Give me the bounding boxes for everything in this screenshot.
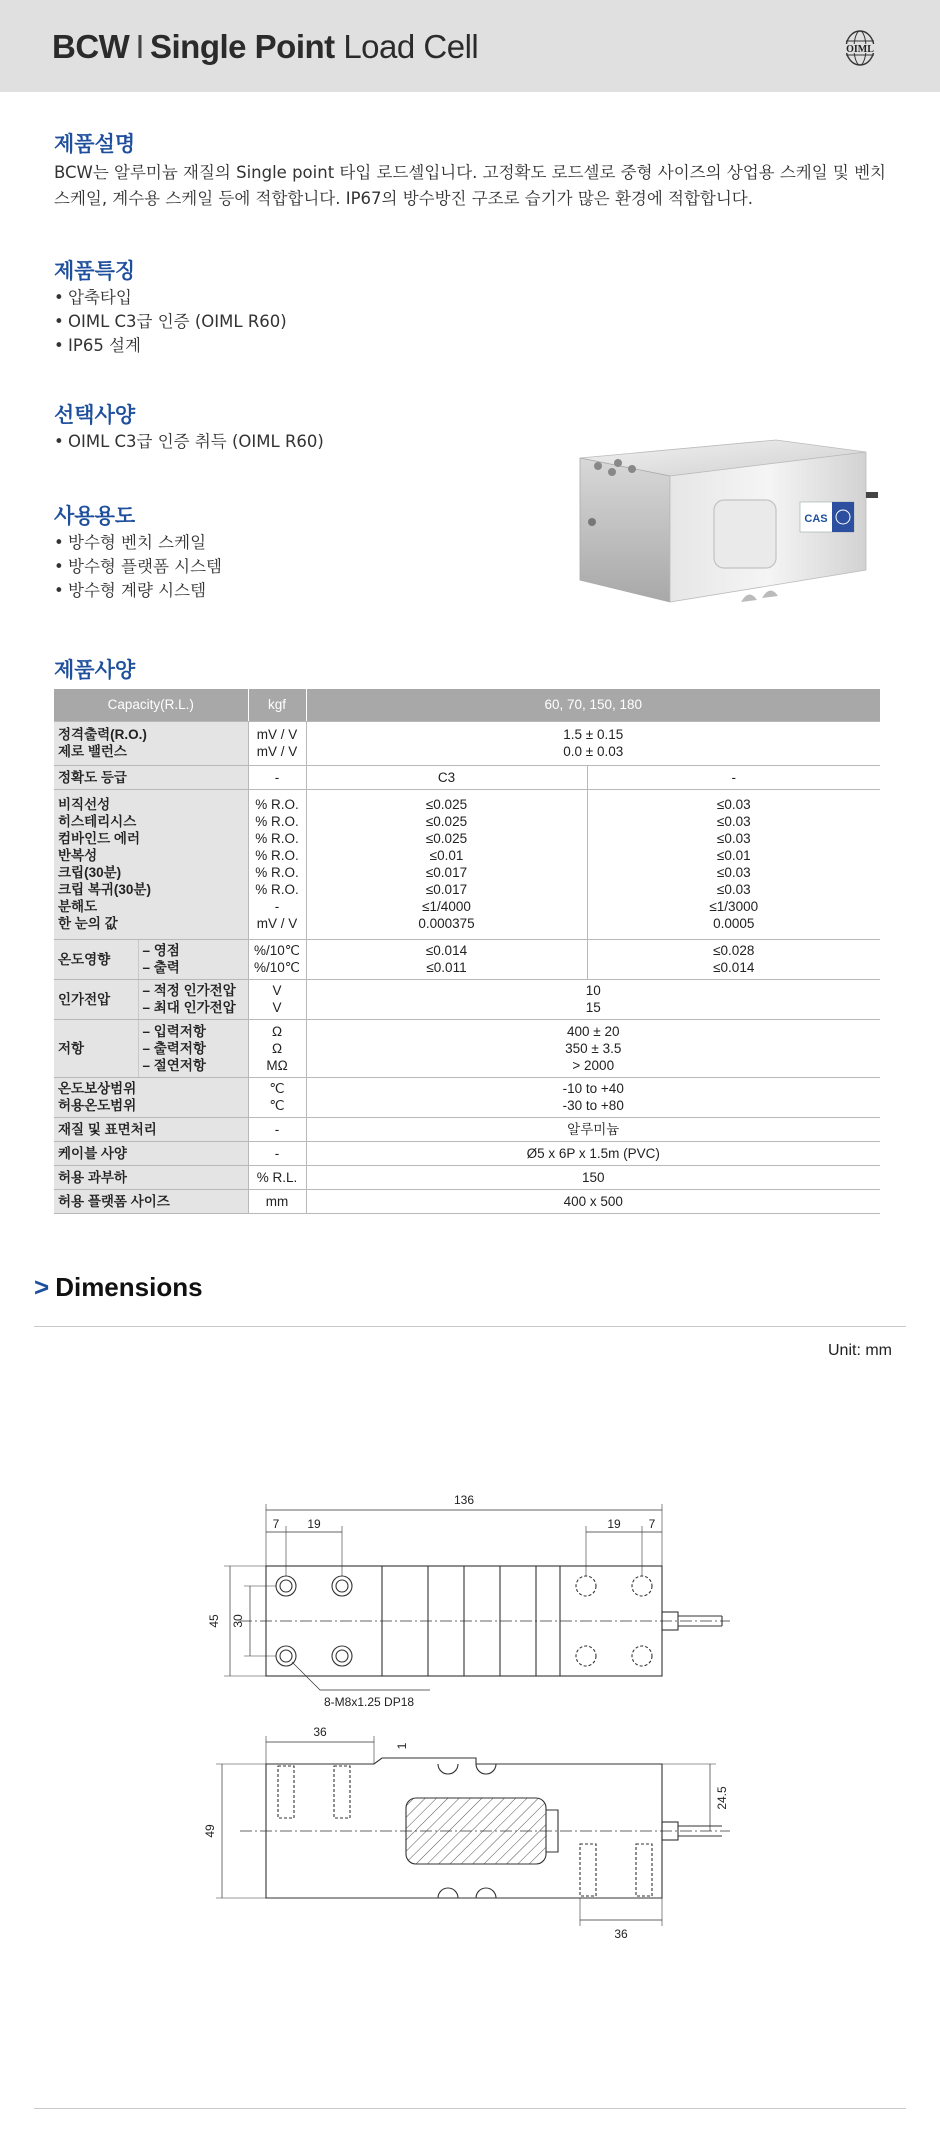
row-unit: % R.O. % R.O. % R.O. % R.O. % R.O. % R.O. - mV / V [248, 789, 306, 939]
row-value: 1.5 ± 0.15 0.0 ± 0.03 [306, 721, 880, 765]
section-title-description: 제품설명 [54, 132, 136, 156]
dimensions-heading [34, 1272, 203, 1303]
row-unit: - [248, 1141, 306, 1165]
list-item: • 방수형 벤치 스케일 [54, 531, 222, 555]
table-row [54, 979, 880, 1019]
dim-width: 45 [207, 1614, 221, 1628]
unit-label: Unit: mm [828, 1342, 892, 1359]
dim-side-right: 36 [614, 1927, 628, 1941]
row-label: 케이블 사양 [54, 1141, 248, 1165]
row-label: 정확도 등급 [54, 765, 248, 789]
row-sublabel: – 입력저항 – 출력저항 – 절연저항 [138, 1019, 248, 1077]
table-row [54, 1077, 880, 1117]
row-value: 10 15 [306, 979, 880, 1019]
row-unit: - [248, 765, 306, 789]
dim-thread-note: 8-M8x1.25 DP18 [324, 1695, 415, 1709]
row-label: 허용 과부하 [54, 1165, 248, 1189]
page-header [0, 0, 940, 92]
title-type: Single Point [149, 28, 335, 65]
list-item: • IP65 설계 [54, 334, 287, 358]
row-unit: - [248, 1117, 306, 1141]
row-unit: Ω Ω MΩ [248, 1019, 306, 1077]
title-model: BCW [52, 28, 130, 65]
table-row [54, 721, 880, 765]
row-unit: %/10℃ %/10℃ [248, 939, 306, 979]
page-title [52, 28, 478, 66]
row-label: 온도영향 [54, 939, 138, 979]
list-item: • 압축타입 [54, 286, 287, 310]
table-row [54, 1189, 880, 1213]
row-label: 정격출력(R.O.) 제로 밸런스 [54, 721, 248, 765]
row-value: C3 [306, 765, 587, 789]
row-label: 저항 [54, 1019, 138, 1077]
spec-table [54, 689, 880, 1214]
row-value: 150 [306, 1165, 880, 1189]
feature-list [54, 286, 287, 358]
section-title-options: 선택사양 [54, 403, 136, 427]
row-sublabel: – 영점 – 출력 [138, 939, 248, 979]
column-header-capacity: Capacity(R.L.) [54, 689, 248, 721]
table-header-row [54, 689, 880, 721]
row-unit: V V [248, 979, 306, 1019]
dimensions-title: Dimensions [55, 1272, 203, 1302]
divider [34, 1326, 906, 1327]
list-item: • 방수형 계량 시스템 [54, 579, 222, 603]
column-header-unit: kgf [248, 689, 306, 721]
column-header-values: 60, 70, 150, 180 [306, 689, 880, 721]
dim-left-pitch: 19 [307, 1517, 321, 1531]
dim-cable-height: 24.5 [715, 1786, 729, 1810]
title-product: Load Cell [343, 28, 479, 65]
row-value: -10 to +40 -30 to +80 [306, 1077, 880, 1117]
dim-left-offset: 7 [272, 1517, 280, 1531]
row-value: 400 x 500 [306, 1189, 880, 1213]
row-value: ≤0.025 ≤0.025 ≤0.025 ≤0.01 ≤0.017 ≤0.017 ≤1/4000 0.000375 [306, 789, 587, 939]
row-value: Ø5 x 6P x 1.5m (PVC) [306, 1141, 880, 1165]
section-title-spec: 제품사양 [54, 658, 136, 682]
table-row [54, 1019, 880, 1077]
table-row [54, 789, 880, 939]
list-item: • OIML C3급 인증 취득 (OIML R60) [54, 430, 324, 454]
table-row [54, 1117, 880, 1141]
row-value: ≤0.014 ≤0.011 [306, 939, 587, 979]
dim-right-offset: 7 [648, 1517, 656, 1531]
usage-list [54, 531, 222, 603]
row-sublabel: – 적정 인가전압 – 최대 인가전압 [138, 979, 248, 1019]
section-title-usage: 사용용도 [54, 504, 136, 528]
row-label: 허용 플랫폼 사이즈 [54, 1189, 248, 1213]
chevron-right-icon: > [34, 1272, 50, 1302]
dim-hole-span: 30 [231, 1614, 245, 1628]
list-item: • 방수형 플랫폼 시스템 [54, 555, 222, 579]
svg-text:OIML: OIML [846, 44, 874, 55]
table-row [54, 1141, 880, 1165]
row-unit: ℃ ℃ [248, 1077, 306, 1117]
option-list [54, 430, 324, 454]
footer-divider [34, 2108, 906, 2109]
row-unit: % R.L. [248, 1165, 306, 1189]
dimension-drawing [200, 1480, 740, 2000]
row-value: ≤0.03 ≤0.03 ≤0.03 ≤0.01 ≤0.03 ≤0.03 ≤1/3000 0.0005 [587, 789, 880, 939]
dim-total-length: 136 [453, 1493, 475, 1507]
row-unit: mV / V mV / V [248, 721, 306, 765]
description-text: BCW는 알루미늄 재질의 Single point 타입 로드셀입니다. 고정확도 로드셀로 중형 사이즈의 상업용 스케일 및 벤치 스케일, 계수용 스케일 등에 적합합니다. IP67의 방수방진 구조로 습기가 많은 환경에 적합합니다. [54, 163, 886, 208]
row-value: 알루미늄 [306, 1117, 880, 1141]
dim-side-gap: 1 [395, 1742, 409, 1750]
oiml-logo-icon [838, 28, 882, 68]
table-row [54, 939, 880, 979]
list-item: • OIML C3급 인증 (OIML R60) [54, 310, 287, 334]
dim-height: 49 [203, 1824, 217, 1838]
row-value: - [587, 765, 880, 789]
row-label: 온도보상범위 허용온도범위 [54, 1077, 248, 1117]
title-separator: I [135, 28, 144, 65]
dim-right-pitch: 19 [607, 1517, 621, 1531]
row-unit: mm [248, 1189, 306, 1213]
product-brand-label: CAS [804, 513, 828, 525]
row-value: ≤0.028 ≤0.014 [587, 939, 880, 979]
table-row [54, 1165, 880, 1189]
row-label: 인가전압 [54, 979, 138, 1019]
table-row [54, 765, 880, 789]
row-label: 비직선성 히스테리시스 컴바인드 에러 반복성 크립(30분) 크립 복귀(30분) 분해도 한 눈의 값 [54, 789, 248, 939]
load-cell-product-image [566, 430, 906, 610]
dim-side-left: 36 [313, 1725, 327, 1739]
section-title-features: 제품특징 [54, 259, 136, 283]
row-label: 재질 및 표면처리 [54, 1117, 248, 1141]
row-value: 400 ± 20 350 ± 3.5 > 2000 [306, 1019, 880, 1077]
